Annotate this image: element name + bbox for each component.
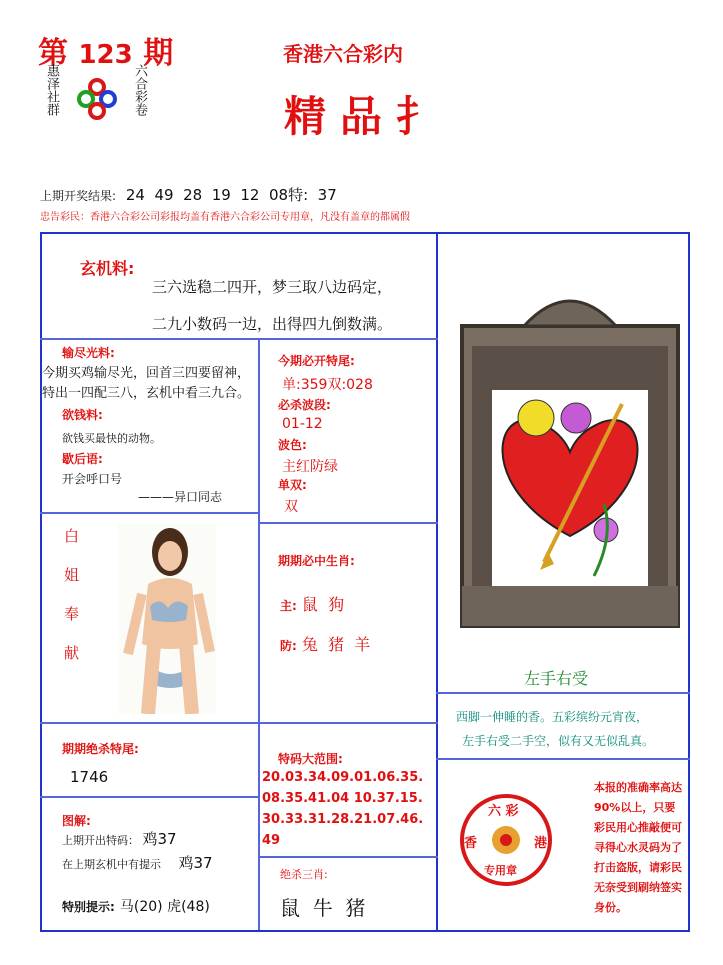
publication-title: 香港六合彩内 bbox=[283, 42, 403, 66]
special-tip-label: 特别提示: bbox=[62, 900, 115, 914]
bosha-label: 必杀波段: bbox=[278, 398, 331, 412]
shujin-line-1: 今期买鸡输尽光，回首三四要留神， bbox=[42, 366, 251, 381]
tema-row-3: 30.33.31.28.21.07.46. bbox=[262, 812, 424, 827]
bose-label: 波色: bbox=[278, 438, 307, 452]
xiehouyu-label: 歇后语: bbox=[62, 452, 103, 466]
bijing-vertical-text: 白姐奉献 bbox=[62, 528, 80, 684]
bikai-dan-shuang: 单:359双:028 bbox=[282, 377, 373, 393]
tujie-title: 图解: bbox=[62, 814, 91, 828]
issue-number: 123 bbox=[78, 40, 133, 70]
framed-heart-picture bbox=[454, 286, 686, 634]
shengxiao-fang-label: 防: bbox=[280, 639, 297, 653]
tema-row-1: 20.03.34.09.01.06.35. bbox=[262, 770, 424, 785]
last-draw-label: 上期开奖结果: bbox=[40, 189, 117, 203]
divider-row-3 bbox=[40, 722, 438, 724]
seal-right: 港 bbox=[534, 836, 548, 851]
warning-notice: 忠告彩民：香港六合彩公司彩报均盖有香港六合彩公司专用章，凡没有盖章的都属假 bbox=[40, 212, 410, 223]
frame-bottom bbox=[40, 930, 690, 932]
tema-title: 特码大范围: bbox=[278, 752, 343, 766]
logo-ring-top bbox=[90, 80, 104, 94]
issue-suffix: 期 bbox=[143, 36, 174, 71]
seal-top: 六 彩 bbox=[488, 804, 519, 819]
picture-poem-1: 西脚一伸睡的香。五彩缤纷元宵夜， bbox=[456, 710, 649, 724]
divider-row-mid-2 bbox=[258, 522, 438, 524]
shengxiao-main bbox=[280, 592, 344, 615]
shujin-line-2: 特出一四配三八，玄机中看三九合。 bbox=[42, 386, 251, 401]
divider-row-mid-4 bbox=[258, 856, 438, 858]
divider-right-1 bbox=[436, 692, 690, 694]
tema-row-4: 49 bbox=[262, 833, 281, 848]
tujie-line-2-label: 在上期玄机中有提示 bbox=[62, 858, 161, 871]
shengxiao-main-value: 鼠 狗 bbox=[301, 595, 345, 614]
model-photo bbox=[118, 524, 216, 714]
bose-value: 主红防绿 bbox=[282, 459, 338, 475]
picture-poem-2: 左手右受二手空，似有又无似乱真。 bbox=[462, 734, 655, 748]
last-draw-result bbox=[40, 184, 337, 205]
divider-right-column bbox=[436, 232, 438, 932]
divider-row-1 bbox=[40, 338, 438, 340]
tujie-line-2 bbox=[62, 852, 213, 873]
divider-row-left-4 bbox=[40, 796, 260, 798]
special-tip-value: 马(20) 虎(48) bbox=[119, 899, 210, 915]
logo-ring-right bbox=[101, 92, 115, 106]
bosha-value: 01-12 bbox=[282, 416, 323, 432]
tujie-line-1-value: 鸡37 bbox=[142, 830, 177, 848]
danshuang-value: 双 bbox=[284, 499, 298, 515]
frame-top bbox=[40, 232, 690, 234]
danshuang-label: 单双: bbox=[278, 478, 307, 492]
seal-bottom: 专用章 bbox=[484, 864, 517, 877]
bikai-title: 今期必开特尾: bbox=[278, 354, 355, 368]
yuqian-text: 欲钱买最快的动物。 bbox=[62, 432, 161, 445]
frame-left bbox=[40, 232, 42, 932]
xuanji-line-1: 三六选稳二四开，梦三取八边码定， bbox=[152, 278, 393, 296]
jueshawei-title: 期期绝杀特尾: bbox=[62, 742, 139, 756]
divider-right-2 bbox=[436, 758, 690, 760]
juesha-value: 鼠 牛 猪 bbox=[280, 896, 366, 920]
shujin-label: 输尽光料: bbox=[62, 346, 115, 360]
frame-right bbox=[688, 232, 690, 932]
xuanji-label: 玄机料: bbox=[80, 259, 135, 278]
yuqian-label: 欲钱料: bbox=[62, 408, 103, 422]
issue-prefix: 第 bbox=[38, 36, 68, 71]
shengxiao-title: 期期必中生肖: bbox=[278, 554, 355, 568]
divider-middle-column bbox=[258, 338, 260, 930]
main-title: 精品扌 bbox=[284, 92, 453, 141]
tujie-line-2-value: 鸡37 bbox=[178, 854, 213, 872]
shengxiao-fang-value: 兔 猪 羊 bbox=[301, 635, 371, 654]
jueshawei-value: 1746 bbox=[70, 768, 109, 786]
publisher-left: 惠泽社群 bbox=[44, 64, 59, 116]
lottery-logo bbox=[76, 78, 118, 120]
special-tip bbox=[62, 896, 210, 916]
xuanji-line-2: 二九小数码一边，出得四九倒数满。 bbox=[152, 315, 393, 333]
divider-row-left-2 bbox=[40, 512, 260, 514]
tujie-line-1 bbox=[62, 828, 177, 849]
logo-ring-bottom bbox=[90, 104, 104, 118]
shengxiao-main-label: 主: bbox=[280, 599, 297, 613]
tema-row-2: 08.35.41.04 10.37.15. bbox=[262, 791, 423, 806]
accuracy-notice: 本报的准确率高达90%以上，只要彩民用心推敲便可寻得心水灵码为了打击盗版，请彩民无奈受到刷纳签实身份。 bbox=[594, 781, 682, 914]
juesha-title: 绝杀三肖: bbox=[280, 868, 328, 881]
seal-left: 香 bbox=[464, 836, 478, 851]
picture-caption: 左手右受 bbox=[524, 669, 589, 688]
last-draw-numbers: 24 49 28 19 12 08特: 37 bbox=[125, 186, 337, 204]
xiehouyu-answer: ———异口同志 bbox=[138, 490, 223, 504]
logo-ring-left bbox=[79, 92, 93, 106]
xiehouyu-text: 开会呼口号 bbox=[62, 472, 123, 486]
shengxiao-fang bbox=[280, 632, 370, 655]
publisher-right: 六合彩卷 bbox=[132, 64, 147, 116]
tujie-line-1-label: 上期开出特码： bbox=[62, 834, 139, 847]
